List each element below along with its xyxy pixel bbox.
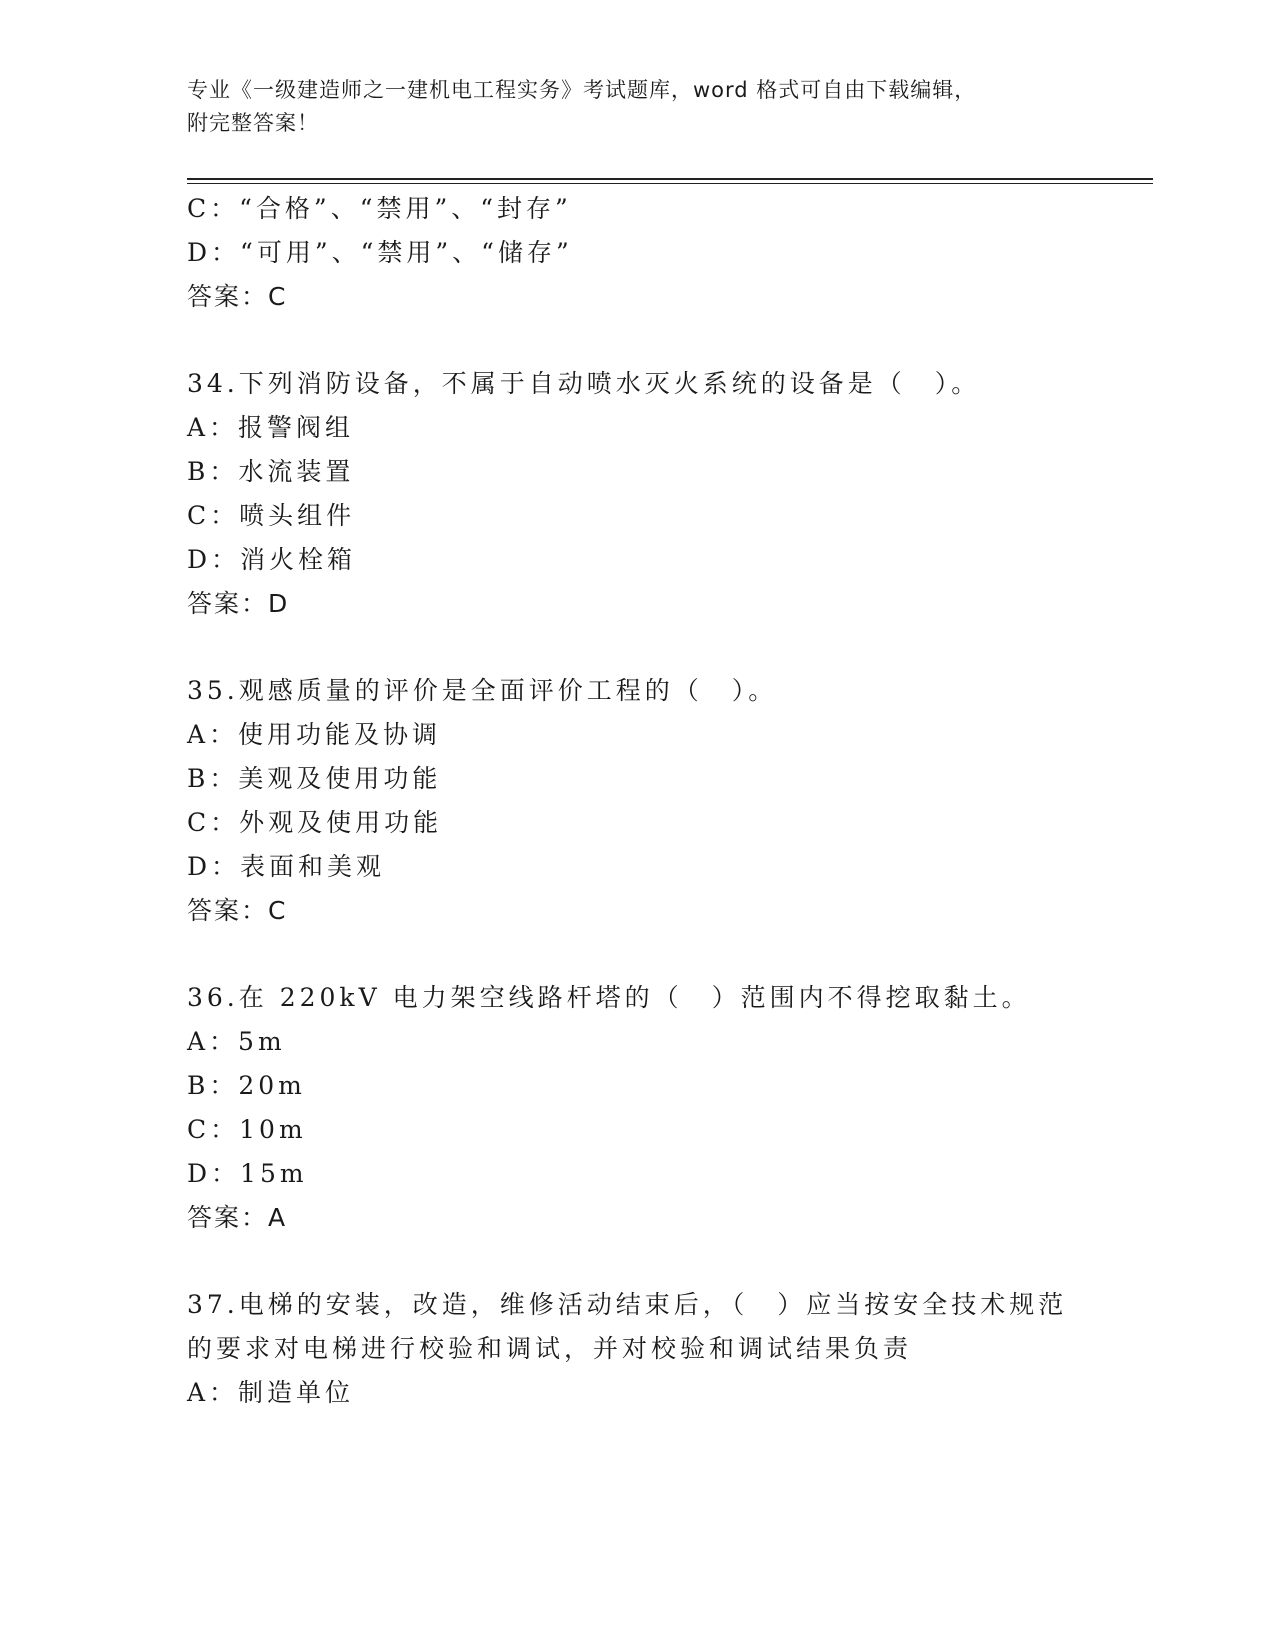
question-stem-line-1: 37.电梯的安装，改造，维修活动结束后，（ ）应当按安全技术规范 bbox=[187, 1290, 1068, 1319]
header-divider-top bbox=[187, 178, 1153, 180]
option-c: C：“合格”、“禁用”、“封存” bbox=[187, 194, 572, 223]
answer: 答案：D bbox=[187, 589, 290, 618]
answer: 答案：C bbox=[187, 896, 288, 925]
option-a: A：报警阀组 bbox=[187, 413, 355, 442]
option-b: B：美观及使用功能 bbox=[187, 764, 442, 793]
option-b: B：20m bbox=[187, 1071, 306, 1100]
option-c: C：外观及使用功能 bbox=[187, 808, 443, 837]
document-header bbox=[187, 74, 1087, 140]
header-divider-bottom bbox=[187, 183, 1153, 184]
header-line-2: 附完整答案！ bbox=[187, 111, 319, 135]
header-line-1: 专业《一级建造师之一建机电工程实务》考试题库，word 格式可自由下载编辑， bbox=[187, 78, 977, 102]
option-d: D：“可用”、“禁用”、“储存” bbox=[187, 238, 573, 267]
question-stem: 36.在 220kV 电力架空线路杆塔的（ ）范围内不得挖取黏土。 bbox=[187, 983, 1031, 1012]
option-c: C：10m bbox=[187, 1115, 307, 1144]
answer: 答案：C bbox=[187, 282, 288, 311]
option-d: D：表面和美观 bbox=[187, 852, 386, 881]
option-c: C：喷头组件 bbox=[187, 501, 356, 530]
option-d: D：15m bbox=[187, 1159, 308, 1188]
question-stem: 34.下列消防设备，不属于自动喷水灭火系统的设备是（ ）。 bbox=[187, 369, 981, 398]
option-a: A：制造单位 bbox=[187, 1378, 355, 1407]
option-d: D：消火栓箱 bbox=[187, 545, 357, 574]
question-stem: 35.观感质量的评价是全面评价工程的（ ）。 bbox=[187, 676, 778, 705]
option-a: A：使用功能及协调 bbox=[187, 720, 442, 749]
question-stem-line-2: 的要求对电梯进行校验和调试，并对校验和调试结果负责 bbox=[187, 1334, 913, 1363]
option-b: B：水流装置 bbox=[187, 457, 355, 486]
option-a: A：5m bbox=[187, 1027, 286, 1056]
answer: 答案：A bbox=[187, 1203, 288, 1232]
